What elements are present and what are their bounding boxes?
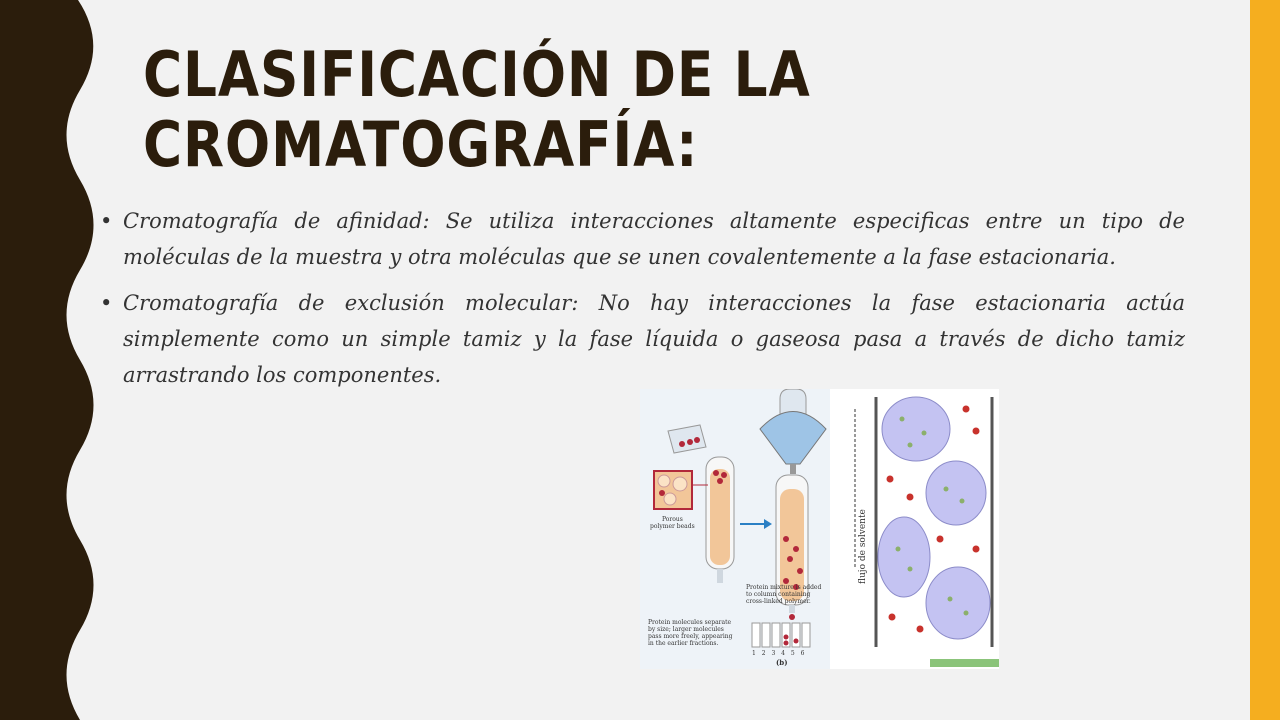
bullet-affinity-text: Cromatografía de afinidad: Se utiliza interacciones altamente especificas entre un tipo de moléculas de la muestra y otra moléculas que se unen covalentemente a la fase estacionaria. xyxy=(123,209,1185,269)
separate-note-line-4: in the earlier fractions. xyxy=(648,640,719,647)
chromatography-illustration xyxy=(640,389,999,669)
separate-note-line-1: Protein molecules separate xyxy=(648,619,732,626)
accent-side-bar xyxy=(1250,0,1280,720)
panel-label: (b) xyxy=(776,658,788,667)
bullet-exclusion xyxy=(100,285,1185,393)
porous-label: Porous xyxy=(662,516,683,523)
bullet-dot: • xyxy=(100,291,113,315)
polymer-beads-label: polymer beads xyxy=(650,523,695,530)
flow-label: flujo de solvente xyxy=(858,509,868,584)
bullet-exclusion-text: Cromatografía de exclusión molecular: No hay interacciones la fase estacionaria actúa simplemente como un simple tamiz y la fase líquida o gaseosa pasa a través de dicho tamiz arrastrando los componentes. xyxy=(123,291,1185,387)
mixture-note-line-1: Protein mixture is added xyxy=(746,584,822,591)
fraction-numbers: 1 2 3 4 5 6 xyxy=(752,650,807,657)
mixture-note-line-3: cross-linked polymer. xyxy=(746,598,811,605)
title-line-1: CLASIFICACIÓN DE LA xyxy=(143,38,811,111)
decorative-wavy-band xyxy=(0,0,100,720)
column-before-icon xyxy=(706,457,734,583)
separate-note-line-2: by size; larger molecules xyxy=(648,626,724,633)
green-strip xyxy=(930,659,999,667)
mixture-note-line-2: to column containing xyxy=(746,591,811,598)
separate-note-line-3: pass more freely, appearing xyxy=(648,633,733,640)
slide-title xyxy=(143,40,917,180)
bullet-dot: • xyxy=(100,209,113,233)
bullet-affinity xyxy=(100,203,1185,275)
bullet-list xyxy=(100,203,1185,403)
title-line-2: CROMATOGRAFÍA: xyxy=(143,108,699,181)
